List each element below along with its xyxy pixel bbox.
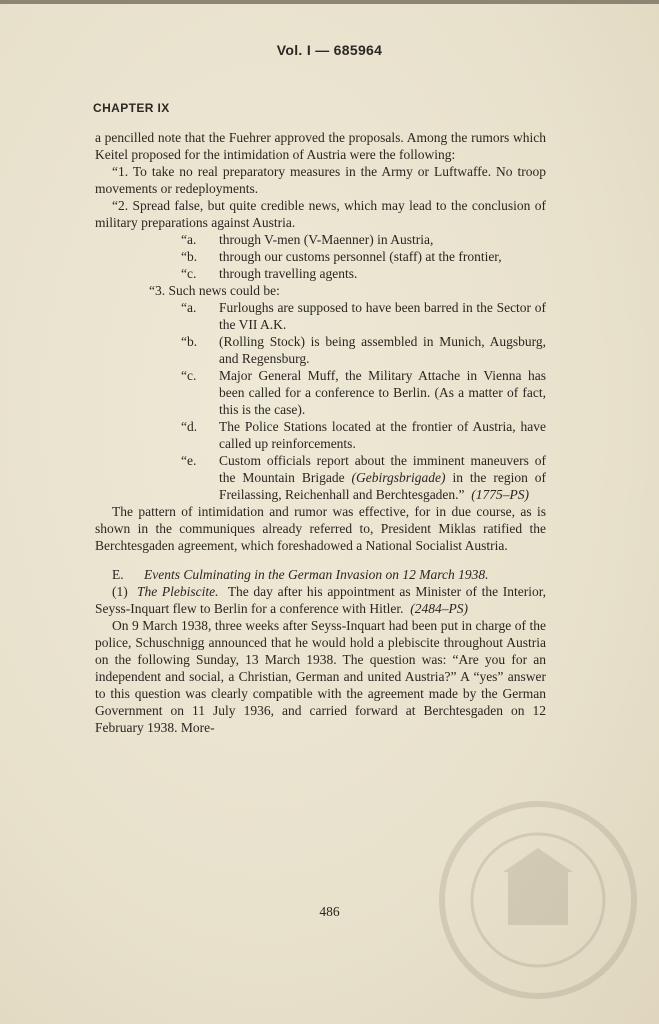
sub-item-label: “d. [181, 419, 198, 434]
paragraph [95, 583, 546, 617]
sub-item [95, 265, 546, 282]
chapter-heading: CHAPTER IX [93, 101, 170, 115]
paragraph: a pencilled note that the Fuehrer approved the proposals. Among the rumors which Keitel proposed for the intimidation of Austria were the following: [95, 130, 546, 162]
section-heading [95, 566, 546, 583]
sub-item-label: “a. [181, 300, 197, 315]
quote-item-2: “2. Spread false, but quite credible news, which may lead to the conclusion of military preparations against Austria. [95, 198, 546, 230]
quote-item-3: “3. Such news could be: [149, 283, 280, 298]
sub-item-label: “b. [181, 334, 198, 349]
sub-item [95, 231, 546, 248]
sub-item-label: “e. [181, 453, 197, 468]
sub-item [95, 248, 546, 265]
sub-item-label: “a. [181, 232, 197, 247]
sub-item-label: “c. [181, 368, 197, 383]
sub-item [95, 299, 546, 333]
page-number: 486 [319, 904, 340, 919]
sub-item [95, 452, 546, 503]
sub-item-text: in the region of Freilassing, Reichenhall and Berchtesgaden.” [219, 470, 546, 502]
sub-item-text: through our customs personnel (staff) at the frontier, [219, 249, 502, 264]
sub-item [95, 367, 546, 418]
paragraph-title: The Plebiscite. [137, 584, 219, 599]
paragraph-number: (1) [112, 584, 128, 599]
paragraph: The pattern of intimidation and rumor was effective, for in due course, as is shown in the communiques already referred to, President Miklas ratified the Berchtesgaden agreement, which foreshadowed a National Socialist Austria. [95, 504, 546, 553]
library-seal-watermark [438, 800, 638, 1000]
running-header: Vol. I — 685964 [276, 42, 383, 58]
sub-item-text: Custom officials report about the imminent maneuvers of the Mountain Brigade [219, 453, 546, 485]
sub-item-label: “c. [181, 266, 197, 281]
sub-item-text: through V-men (V-Maenner) in Austria, [219, 232, 434, 247]
sub-item-text: Furloughs are supposed to have been barred in the Sector of the VII A.K. [219, 300, 546, 332]
body-text [95, 129, 546, 736]
sub-item-text: through travelling agents. [219, 266, 358, 281]
quote-item-1: “1. To take no real preparatory measures in the Army or Luftwaffe. No troop movements or redeployments. [95, 164, 546, 196]
sub-item [95, 418, 546, 452]
sub-item [95, 333, 546, 367]
sub-item-label: “b. [181, 249, 198, 264]
paragraph-text: The day after his appointment as Minister of the Interior, Seyss-Inquart flew to Berlin for a conference with Hitler. [95, 584, 547, 616]
sub-item-text: (Rolling Stock) is being assembled in Munich, Augsburg, and Regensburg. [219, 334, 546, 366]
page-edge [0, 0, 659, 4]
document-reference: (2484–PS) [410, 601, 469, 616]
paragraph: On 9 March 1938, three weeks after Seyss-Inquart had been put in charge of the police, Schuschnigg announced that he would hold a plebiscite throughout Austria on the following Sunday, 13 March 1938. The question was: “Are you for an independent and social, a Christian, German and united Austria?” A “yes” answer to this question was clearly compatible with the agreement made by the German Government on 11 July 1936, and carried forward at Berchtesgaden on 12 February 1938. More- [95, 618, 546, 735]
section-letter: E. [112, 567, 124, 582]
section-title: Events Culminating in the German Invasion on 12 March 1938. [144, 567, 489, 582]
sub-item-text: Major General Muff, the Military Attache in Vienna has been called for a conference to Berlin. (As a matter of fact, this is the case). [219, 368, 546, 417]
italic-term: (Gebirgsbrigade) [351, 470, 446, 485]
document-reference: (1775–PS) [471, 487, 530, 502]
sub-item-text: The Police Stations located at the frontier of Austria, have called up reinforcements. [219, 419, 546, 451]
